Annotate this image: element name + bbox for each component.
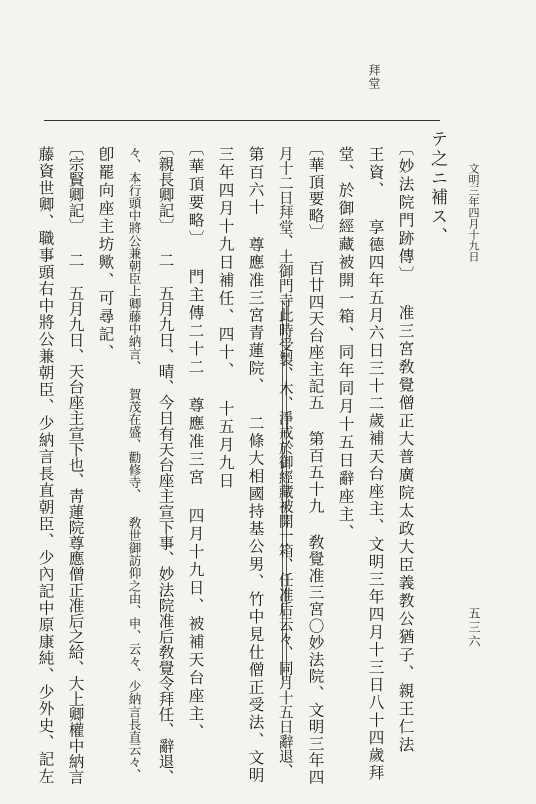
text-column: 〔華頂要略〕 百廿四天台座主記五 第百五十九 敎覺准三宮〇妙法院、文明三年四: [306, 140, 325, 786]
text-column: 々、本行頭中將公兼朝臣上卿藤中納言、 賀茂在盛、勸修寺、 敎世御訪仰之由、申、云々、少納言長直云々、: [126, 146, 142, 781]
text-column: 藤資世卿、職事頭右中將公兼朝臣、少納言長直朝臣、少內記中原康純、少外史、記左: [36, 146, 55, 785]
running-head: 拜堂: [367, 64, 381, 90]
text-column: 第百六十 尊應准三宮青蓮院、 二條大相國持基公男、竹中見仕僧正受法、文明: [246, 146, 265, 785]
text-column: テ之ニ補ス、: [427, 130, 447, 247]
text-column: 月十二日拜堂、土御門寺此時受製、木、淨戒於御經藏被開一箱、任准后云々、同月十五日辭退、: [276, 146, 294, 779]
text-column: 三年四月十九日補任、四十、 十五月九日: [216, 146, 235, 491]
text-column: 〔華頂要略〕 門主傳二十二 尊應准三宮 四月十九日、被補天台座主、: [186, 140, 205, 742]
date-head: 文明三年四月十九日: [467, 163, 480, 262]
text-column: 卽罷向座主坊歟、可尋記、: [96, 146, 115, 362]
text-column: 〔妙法院門跡傳〕 准三宮敎覺僧正大普廣院太政大臣義教公猶子、親王仁法: [396, 140, 415, 755]
page-number: 五三六: [467, 607, 481, 649]
text-column: 王資、 享德四年五月六日三十二歲補天台座主、文明三年四月十三日八十四歲拜: [366, 146, 385, 782]
text-column: 堂、於御經藏被開一箱、同年同月十五日辭座主、: [336, 146, 355, 542]
text-column: 〔親長卿記〕 二 五月九日、晴、今日有天台座主宣下事、妙法院准后敎覺令拜任、辭退、: [156, 140, 175, 785]
top-rule: [44, 120, 440, 121]
text-column: 〔宗賢卿記〕 二 五月九日、天台座主宣下也、靑蓮院尊應僧正准后之給、大上卿權中納言: [66, 140, 85, 785]
